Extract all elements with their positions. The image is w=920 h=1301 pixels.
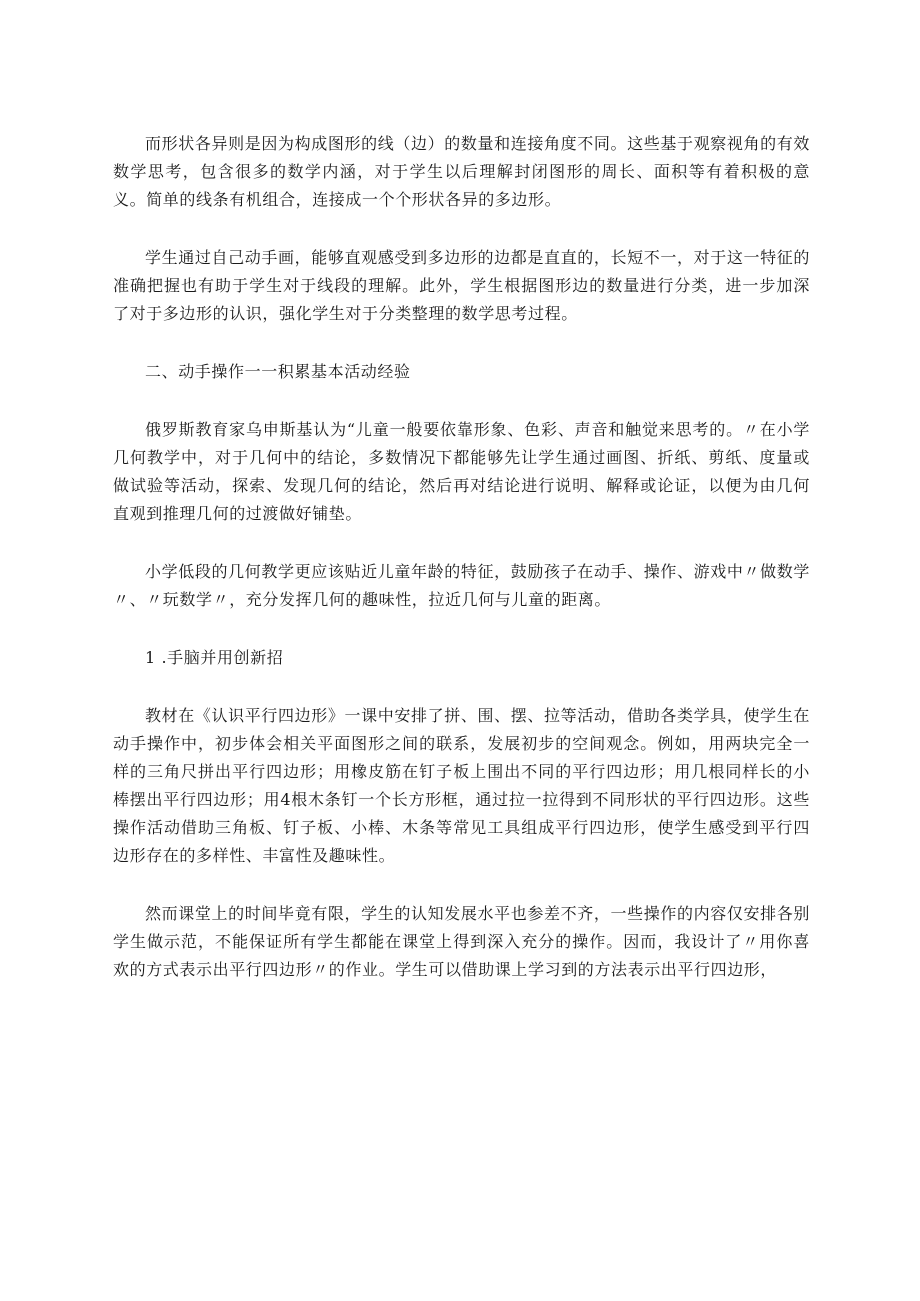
paragraph: 然而课堂上的时间毕竟有限，学生的认知发展水平也参差不齐，一些操作的内容仅安排各别学生做示范，不能保证所有学生都能在课堂上得到深入充分的操作。因而，我设计了〃用你喜欢的方式表示出平行四边形〃的作业。学生可以借助课上学习到的方法表示出平行四边形， xyxy=(113,904,810,979)
document-body xyxy=(113,130,810,1014)
paragraph: 小学低段的几何教学更应该贴近儿童年龄的特征，鼓励孩子在动手、操作、游戏中〃做数学〃、〃玩数学〃，充分发挥几何的趣味性，拉近几何与儿童的距离。 xyxy=(113,562,810,609)
subsection-heading: 1 .手脑并用创新招 xyxy=(145,648,284,667)
paragraph: 俄罗斯教育家乌申斯基认为“儿童一般要依靠形象、色彩、声音和触觉来思考的。〃在小学几何教学中，对于几何中的结论，多数情况下都能够先让学生通过画图、折纸、剪纸、度量或做试验等活动，探索、发现几何的结论，然后再对结论进行说明、解释或论证，以便为由几何直观到推理几何的过渡做好铺垫。 xyxy=(113,420,810,523)
paragraph: 教材在《认识平行四边形》一课中安排了拼、围、摆、拉等活动，借助各类学具，使学生在动手操作中，初步体会相关平面图形之间的联系，发展初步的空间观念。例如，用两块完全一样的三角尺拼出平行四边形；用橡皮筋在钉子板上围出不同的平行四边形；用几根同样长的小棒摆出平行四边形；用4根木条钉一个长方形框，通过拉一拉得到不同形状的平行四边形。这些操作活动借助三角板、钉子板、小棒、木条等常见工具组成平行四边形，使学生感受到平行四边形存在的多样性、丰富性及趣味性。 xyxy=(113,706,810,865)
paragraph: 而形状各异则是因为构成图形的线（边）的数量和连接角度不同。这些基于观察视角的有效数学思考，包含很多的数学内涵，对于学生以后理解封闭图形的周长、面积等有着积极的意义。简单的线条有机组合，连接成一个个形状各异的多边形。 xyxy=(113,134,810,209)
paragraph: 学生通过自己动手画，能够直观感受到多边形的边都是直直的，长短不一，对于这一特征的准确把握也有助于学生对于线段的理解。此外，学生根据图形边的数量进行分类，进一步加深了对于多边形的认识，强化学生对于分类整理的数学思考过程。 xyxy=(113,248,810,323)
section-heading: 二、动手操作一一积累基本活动经验 xyxy=(145,362,411,381)
